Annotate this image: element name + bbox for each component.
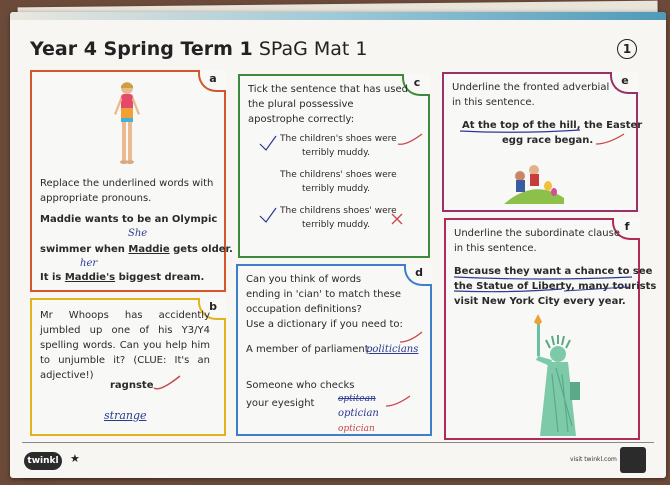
option-3-line-1: The childrens shoes' were	[280, 206, 397, 216]
handwritten-optitean: optitean	[338, 394, 376, 404]
s2-pre: swimmer when	[40, 244, 129, 255]
panel-a-sentence-3	[40, 270, 204, 285]
handwritten-her: her	[80, 258, 98, 269]
panel-a-instruction: Replace the underlined words with appropriate pronouns.	[40, 178, 214, 204]
panel-e-instruction: Underline the fronted adverbial in this sentence.	[452, 82, 610, 108]
s2-underlined: Maddie	[128, 244, 170, 255]
hill-race-illustration	[504, 158, 564, 204]
panel-tag-c: c	[402, 74, 430, 96]
panel-e-sentence-2: egg race began.	[502, 135, 594, 146]
s3-underlined: Maddie's	[64, 272, 116, 283]
question-eyesight-2: your eyesight	[246, 398, 315, 409]
panel-f	[444, 218, 657, 440]
visit-link[interactable]: visit twinkl.com	[570, 456, 617, 463]
panel-f-sentence-3: visit New York City every year.	[454, 296, 626, 307]
red-cross-mark	[390, 212, 404, 226]
panel-f-sentence-1: Because they want a chance to see	[454, 266, 653, 277]
panel-e	[442, 72, 643, 212]
question-eyesight-1: Someone who checks	[246, 380, 355, 391]
panel-d	[236, 264, 432, 436]
handwritten-answer-strange: strange	[104, 409, 147, 422]
panel-b-text: Mr Whoops has accidently jumbled up one of his Y3/Y4 spelling words. Can you help him to unjumble it? (CLUE: It's an adjective!)	[40, 310, 210, 381]
handwritten-underline	[452, 275, 638, 295]
panel-c-instruction: Tick the sentence that has used the plural possessive apostrophe correctly:	[248, 84, 408, 125]
option-3-line-2: terribly muddy.	[302, 220, 371, 230]
panel-e-sentence-1: At the top of the hill, the Easter	[462, 120, 643, 131]
panel-tag-e: e	[610, 72, 638, 94]
panel-b	[30, 298, 226, 436]
worksheet	[10, 12, 666, 478]
option-2-line-1: The childrens' shoes were	[280, 170, 397, 180]
option-1-line-1: The children's shoes were	[280, 134, 397, 144]
statue-of-liberty-illustration	[528, 314, 608, 436]
panel-tag-a: a	[198, 70, 226, 92]
title-rest: SPaG Mat 1	[258, 38, 368, 60]
panel-f-sentence-2: the Statue of Liberty, many tourists	[454, 281, 657, 292]
page-title	[30, 38, 368, 60]
star-icon: ★	[70, 452, 80, 465]
s2-post: gets older.	[169, 244, 233, 255]
panel-a	[30, 70, 233, 292]
red-tick-mark	[594, 132, 626, 148]
jumbled-word: ragnste	[110, 380, 154, 391]
tick-icon	[258, 134, 278, 154]
handwritten-politicians: politicians	[366, 344, 419, 355]
panel-tag-b: b	[198, 298, 226, 320]
red-correction-optician: optician	[338, 424, 375, 434]
red-tick-mark	[384, 394, 412, 410]
quality-badge	[620, 447, 646, 473]
twinkl-logo: twinkl	[24, 452, 62, 470]
swimmer-illustration	[110, 80, 144, 166]
red-tick-mark	[152, 374, 182, 394]
option-2-line-2: terribly muddy.	[302, 184, 371, 194]
panel-tag-d: d	[404, 264, 432, 286]
page-number: 1	[617, 39, 637, 59]
option-1-line-2: terribly muddy.	[302, 148, 371, 158]
title-bold: Year 4 Spring Term 1	[30, 38, 253, 60]
footer-divider	[22, 442, 654, 443]
top-color-bar	[10, 12, 666, 20]
panel-d-line-1: Can you think of words	[246, 274, 362, 285]
tick-icon	[258, 206, 278, 226]
handwritten-underline	[458, 128, 582, 134]
s3-pre: It is	[40, 272, 65, 283]
panel-d-line-4: Use a dictionary if you need to:	[246, 319, 403, 330]
red-tick-mark	[398, 330, 424, 346]
question-parliament: A member of parliament	[246, 344, 369, 355]
panel-d-line-3: occupation definitions?	[246, 304, 362, 315]
handwritten-she: She	[128, 228, 148, 239]
panel-c	[238, 74, 430, 258]
handwritten-optician: optician	[338, 408, 379, 419]
panel-f-instruction: Underline the subordinate clause in this sentence.	[454, 228, 620, 254]
s3-post: biggest dream.	[115, 272, 205, 283]
panel-d-line-2: ending in 'cian' to match these	[246, 289, 401, 300]
panel-tag-f: f	[612, 218, 640, 240]
red-tick-mark	[396, 132, 424, 148]
panel-a-sentence-2	[40, 242, 233, 257]
panel-a-sentence-1: Maddie wants to be an Olympic	[40, 214, 218, 225]
